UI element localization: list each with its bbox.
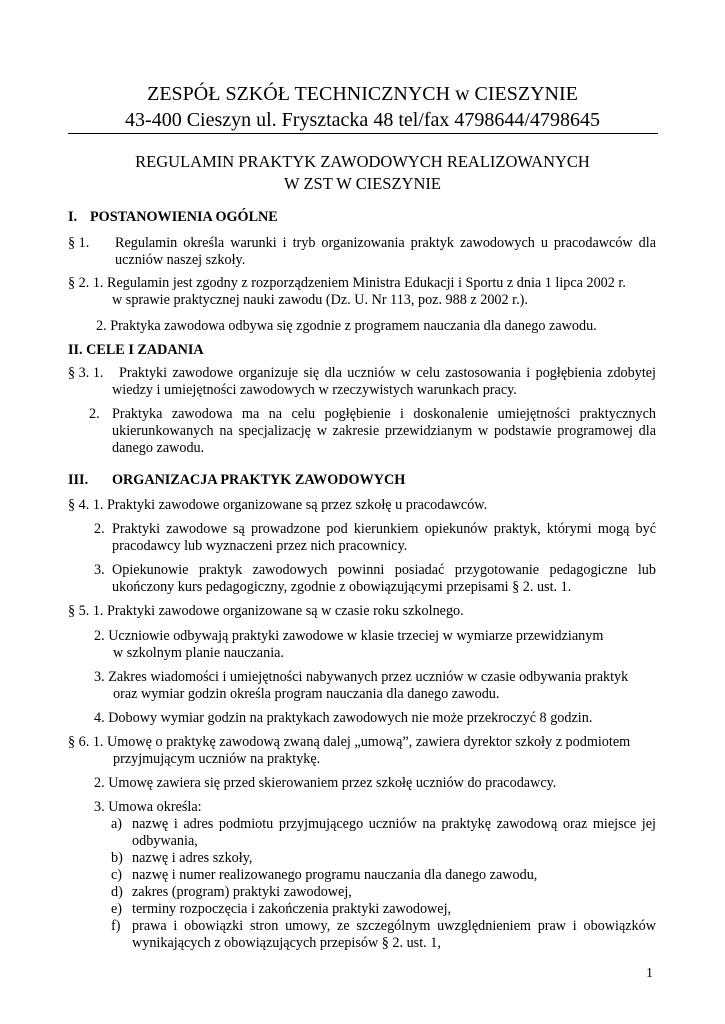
list-item-b-text: nazwę i adres szkoły, xyxy=(132,850,253,866)
section-1-number: I. xyxy=(68,209,78,225)
paragraph-5-4: 4. Dobowy wymiar godzin na praktykach zawodowych nie może przekroczyć 8 godzin. xyxy=(94,710,593,726)
list-item-c-text: nazwę i numer realizowanego programu nauczania dla danego zawodu, xyxy=(132,867,538,883)
paragraph-4-2-line-1: Praktyki zawodowe są prowadzone pod kierunkiem opiekunów praktyk, którymi mogą być xyxy=(112,521,656,537)
paragraph-2-2: 2. Praktyka zawodowa odbywa się zgodnie z programem nauczania dla danego zawodu. xyxy=(96,318,597,334)
paragraph-5-3-line-2: oraz wymiar godzin określa program nauczania dla danego zawodu. xyxy=(113,686,500,702)
list-item-e-text: terminy rozpoczęcia i zakończenia praktyki zawodowej, xyxy=(132,901,452,917)
list-item-a-label: a) xyxy=(111,816,123,832)
school-address: 43-400 Cieszyn ul. Frysztacka 48 tel/fax 4798644/4798645 xyxy=(125,109,600,131)
page-number: 1 xyxy=(646,966,653,981)
section-3-title: ORGANIZACJA PRAKTYK ZAWODOWYCH xyxy=(112,472,406,488)
section-2-title: II. CELE I ZADANIA xyxy=(68,342,204,358)
paragraph-3-2-line-1: Praktyka zawodowa ma na celu pogłębienie i doskonalenie umiejętności praktycznych xyxy=(112,406,656,422)
list-item-c-label: c) xyxy=(111,867,123,883)
paragraph-2-1-line-2: w sprawie praktycznej nauki zawodu (Dz. U. Nr 113, poz. 988 z 2002 r.). xyxy=(112,292,528,308)
list-item-d-label: d) xyxy=(111,884,123,900)
list-item-a-line-2: odbywania, xyxy=(132,833,198,849)
paragraph-3-1-number: § 3. 1. xyxy=(68,365,104,381)
paragraph-6-2: 2. Umowę zawiera się przed skierowaniem przez szkołę uczniów do pracodawcy. xyxy=(94,775,557,791)
paragraph-2-1-line-1: § 2. 1. Regulamin jest zgodny z rozporządzeniem Ministra Edukacji i Sportu z dnia 1 lipca 2002 r. xyxy=(68,275,626,291)
list-item-a-line-1: nazwę i adres podmiotu przyjmującego uczniów na praktykę zawodową oraz miejsce jej xyxy=(132,816,656,832)
paragraph-4-1: § 4. 1. Praktyki zawodowe organizowane są przez szkołę u pracodawców. xyxy=(68,497,488,513)
list-item-b-label: b) xyxy=(111,850,123,866)
paragraph-4-3-number: 3. xyxy=(94,562,105,578)
paragraph-6-3: 3. Umowa określa: xyxy=(94,799,202,815)
document-title: REGULAMIN PRAKTYK ZAWODOWYCH REALIZOWANYCH xyxy=(135,152,590,171)
paragraph-6-1-line-1: § 6. 1. Umowę o praktykę zawodową zwaną dalej „umową”, zawiera dyrektor szkoły z podmiotem xyxy=(68,734,631,750)
list-item-f-line-1: prawa i obowiązki stron umowy, ze szczególnym uwzględnieniem praw i obowiązków xyxy=(132,918,656,934)
list-item-f-line-2: wynikających z obowiązujących przepisów § 2. ust. 1, xyxy=(132,935,441,951)
paragraph-5-3-line-1: 3. Zakres wiadomości i umiejętności nabywanych przez uczniów w czasie odbywania praktyk xyxy=(94,669,629,685)
paragraph-4-3-line-1: Opiekunowie praktyk zawodowych powinni posiadać przygotowanie pedagogiczne lub xyxy=(112,562,656,578)
paragraph-1-line-1: Regulamin określa warunki i tryb organizowania praktyk zawodowych u pracodawców dla xyxy=(115,235,656,251)
list-item-d-text: zakres (program) praktyki zawodowej, xyxy=(132,884,352,900)
paragraph-4-2-line-2: pracodawcy lub wyznaczeni przez nich pracownicy. xyxy=(112,538,408,554)
paragraph-5-2-line-2: w szkolnym planie nauczania. xyxy=(113,645,284,661)
school-name: ZESPÓŁ SZKÓŁ TECHNICZNYCH w CIESZYNIE xyxy=(147,83,578,105)
section-1-title: POSTANOWIENIA OGÓLNE xyxy=(90,209,278,225)
paragraph-3-2-line-2: ukierunkowanych na specjalizację w zakresie przewidzianym w podstawie programowej dla xyxy=(112,423,656,439)
paragraph-3-2-number: 2. xyxy=(89,406,100,422)
paragraph-4-2-number: 2. xyxy=(94,521,105,537)
list-item-e-label: e) xyxy=(111,901,123,917)
paragraph-6-1-line-2: przyjmującym uczniów na praktykę. xyxy=(113,751,321,767)
section-3-number: III. xyxy=(68,472,89,488)
paragraph-5-1: § 5. 1. Praktyki zawodowe organizowane są w czasie roku szkolnego. xyxy=(68,603,464,619)
paragraph-3-1-line-1: Praktyki zawodowe organizuje się dla uczniów w celu zastosowania i pogłębienia zdobytej xyxy=(119,365,656,381)
paragraph-1-line-2: uczniów naszej szkoły. xyxy=(115,252,246,268)
header-divider xyxy=(68,133,658,134)
paragraph-5-2-line-1: 2. Uczniowie odbywają praktyki zawodowe w klasie trzeciej w wymiarze przewidzianym xyxy=(94,628,604,644)
paragraph-4-3-line-2: ukończony kurs pedagogiczny, zgodnie z obowiązującymi przepisami § 2. ust. 1. xyxy=(112,579,572,595)
paragraph-3-1-line-2: wiedzy i umiejętności zawodowych w rzeczywistych warunkach pracy. xyxy=(112,382,517,398)
document-subtitle: W ZST W CIESZYNIE xyxy=(284,174,441,193)
list-item-f-label: f) xyxy=(111,918,121,934)
paragraph-1-number: § 1. xyxy=(68,235,90,251)
paragraph-3-2-line-3: danego zawodu. xyxy=(112,440,205,456)
